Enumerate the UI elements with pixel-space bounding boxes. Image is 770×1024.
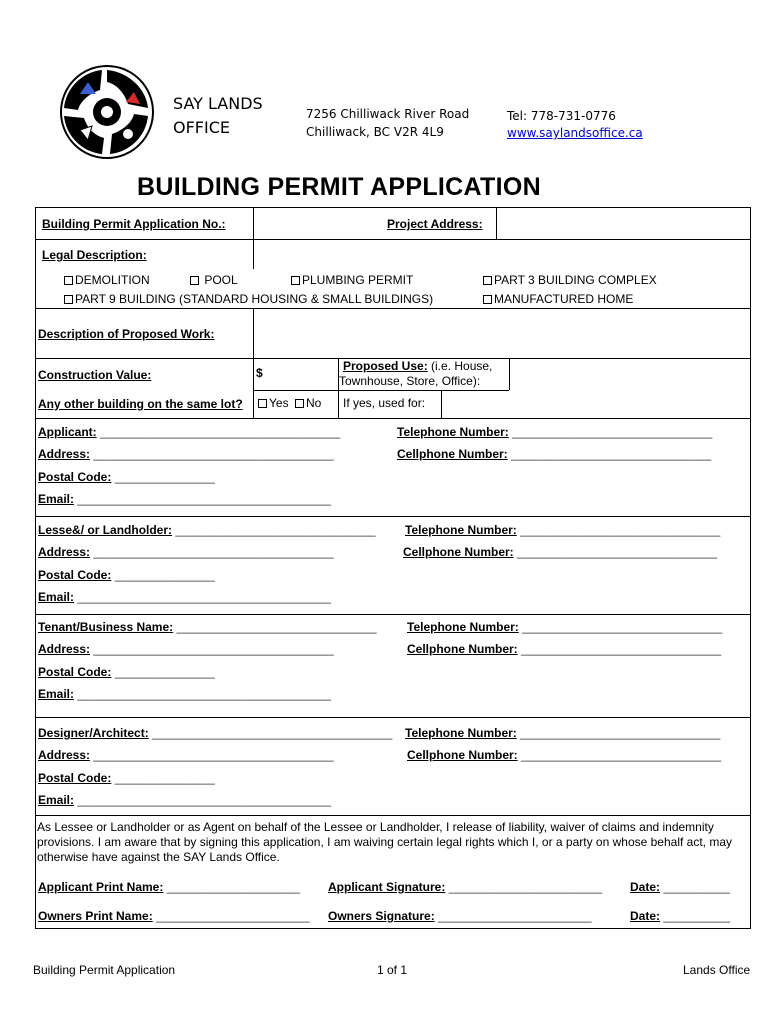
applicant-email-row[interactable] [38,492,331,506]
cellphone-blank: ______________________________ [521,642,722,656]
email-blank: ______________________________________ [77,793,331,807]
cellphone-label: Cellphone Number: [407,748,518,762]
footer-page-number: 1 of 1 [377,963,408,977]
designer-address-row[interactable] [38,748,334,762]
applicant-cellphone-row[interactable] [397,447,711,461]
designer-telephone-row[interactable] [405,726,720,740]
postal-label: Postal Code: [38,568,112,582]
applicant-postal-row[interactable] [38,470,215,484]
proposed-use-field[interactable] [510,359,750,389]
footer-left: Building Permit Application [33,963,176,977]
address-blank: ____________________________________ [93,447,334,461]
designer-cellphone-row[interactable] [407,748,721,762]
cellphone-blank: ______________________________ [517,545,718,559]
postal-label: Postal Code: [38,771,112,785]
description-field[interactable] [254,309,750,357]
lessee-row[interactable] [38,523,376,537]
applicant-print-label: Applicant Print Name: [38,880,164,894]
address-blank: ____________________________________ [93,748,334,762]
postal-label: Postal Code: [38,665,112,679]
option-label: PART 9 BUILDING (STANDARD HOUSING & SMALL BUILDINGS) [75,292,434,306]
cellphone-label: Cellphone Number: [397,447,508,461]
tenant-telephone-row[interactable] [407,620,722,634]
applicant-blank: ____________________________________ [100,425,341,439]
address-blank: ____________________________________ [93,545,334,559]
release-statement: As Lessee or Landholder or as Agent on behalf of the Lessee or Landholder, I release of liability, waiver of claims and indemnity provisions. I am aware that by signing this application, I am waiving certain legal rights which I, or a party on whose behalf act, may otherwise have against the SAY Lands Office. [37,820,733,864]
checkbox-icon [190,276,199,285]
proposed-use-hint-line2: Townhouse, Store, Office): [339,374,481,388]
telephone-label: Telephone Number: [407,620,519,634]
option-label: POOL [204,273,238,287]
applicant-label: Applicant: [38,425,97,439]
tenant-cellphone-row[interactable] [407,642,721,656]
postal-label: Postal Code: [38,470,112,484]
option-part3[interactable] [483,273,657,287]
option-label: PART 3 BUILDING COMPLEX [494,273,657,287]
owners-print-row[interactable] [38,909,310,923]
lessee-address-row[interactable] [38,545,334,559]
email-blank: ______________________________________ [77,687,331,701]
address-label: Address: [38,748,91,762]
construction-value-label: Construction Value: [38,368,152,382]
address-label: Address: [38,642,91,656]
applicant-telephone-row[interactable] [397,425,712,439]
project-address-field[interactable] [497,208,750,238]
option-label: PLUMBING PERMIT [302,273,414,287]
email-label: Email: [38,687,75,701]
postal-blank: _______________ [114,665,215,679]
if-yes-label: If yes, used for: [343,396,426,410]
org-name-line2: OFFICE [173,118,230,137]
option-label: DEMOLITION [75,273,150,287]
website-link[interactable]: www.saylandsoffice.ca [507,126,643,140]
lessee-postal-row[interactable] [38,568,215,582]
no-label: No [306,396,322,410]
lessee-blank: ______________________________ [175,523,376,537]
cellphone-label: Cellphone Number: [407,642,518,656]
postal-blank: _______________ [114,771,215,785]
option-part9[interactable] [64,292,433,306]
applicant-row[interactable] [38,425,340,439]
email-blank: ______________________________________ [77,590,331,604]
date-blank: __________ [663,880,731,894]
applicant-signature-label: Applicant Signature: [328,880,446,894]
designer-label: Designer/Architect: [38,726,149,740]
checkbox-icon [64,276,73,285]
if-yes-field[interactable] [442,391,750,417]
telephone-blank: ______________________________ [522,620,723,634]
owners-signature-label: Owners Signature: [328,909,435,923]
project-address-label: Project Address: [387,217,483,231]
legal-description-field[interactable] [254,240,750,268]
telephone-blank: ______________________________ [512,425,713,439]
applicant-signature-blank: _______________________ [448,880,603,894]
tenant-label: Tenant/Business Name: [38,620,174,634]
telephone-blank: ______________________________ [520,523,721,537]
email-blank: ______________________________________ [77,492,331,506]
description-label: Description of Proposed Work: [38,327,215,341]
owners-print-label: Owners Print Name: [38,909,153,923]
permit-number-field[interactable] [254,208,384,238]
designer-blank: ____________________________________ [152,726,393,740]
date-label: Date: [630,880,661,894]
checkbox-icon [258,399,267,408]
option-plumbing[interactable] [291,273,413,287]
construction-value-field[interactable] [266,359,336,389]
option-pool[interactable] [190,273,238,287]
telephone-blank: ______________________________ [520,726,721,740]
owners-print-blank: _______________________ [156,909,310,923]
other-building-label: Any other building on the same lot? [38,397,243,411]
lessee-telephone-row[interactable] [405,523,720,537]
lessee-cellphone-row[interactable] [403,545,717,559]
date-blank: __________ [663,909,731,923]
tenant-postal-row[interactable] [38,665,215,679]
other-building-no[interactable] [295,396,321,410]
permit-number-label: Building Permit Application No.: [42,217,226,231]
applicant-print-row[interactable] [38,880,300,894]
designer-email-row[interactable] [38,793,331,807]
designer-postal-row[interactable] [38,771,215,785]
tenant-row[interactable] [38,620,377,634]
option-demolition[interactable] [64,273,150,287]
applicant-print-blank: ____________________ [166,880,301,894]
applicant-address-row[interactable] [38,447,334,461]
address-label: Address: [38,447,91,461]
owners-date-row[interactable] [630,909,730,923]
cellphone-blank: ______________________________ [511,447,712,461]
telephone-label: Telephone Number: [405,726,517,740]
postal-blank: _______________ [114,568,215,582]
lessee-label: Lesse&/ or Landholder: [38,523,173,537]
org-name-line1: SAY LANDS [173,94,263,113]
tenant-blank: ______________________________ [176,620,377,634]
owners-signature-blank: _______________________ [438,909,592,923]
address-label: Address: [38,545,91,559]
designer-row[interactable] [38,726,392,740]
cellphone-label: Cellphone Number: [403,545,514,559]
option-label: MANUFACTURED HOME [494,292,634,306]
proposed-use-hint: (i.e. House, [427,359,493,373]
date-label: Date: [630,909,661,923]
checkbox-icon [295,399,304,408]
postal-blank: _______________ [114,470,215,484]
email-label: Email: [38,793,75,807]
applicant-date-row[interactable] [630,880,730,894]
email-label: Email: [38,492,75,506]
owners-signature-row[interactable] [328,909,592,923]
applicant-signature-row[interactable] [328,880,602,894]
telephone-label: Telephone Number: [405,523,517,537]
say-logo [58,64,156,160]
lessee-email-row[interactable] [38,590,331,604]
tenant-address-row[interactable] [38,642,334,656]
telephone: Tel: 778-731-0776 [507,109,616,123]
proposed-use [343,359,492,373]
proposed-use-label: Proposed Use: [343,359,428,373]
telephone-label: Telephone Number: [397,425,509,439]
yes-label: Yes [269,396,289,410]
checkbox-icon [64,295,73,304]
email-label: Email: [38,590,75,604]
checkbox-icon [483,276,492,285]
other-building-yes[interactable] [258,396,289,410]
checkbox-icon [291,276,300,285]
footer-right: Lands Office [683,963,751,977]
cellphone-blank: ______________________________ [521,748,722,762]
address-line2: Chilliwack, BC V2R 4L9 [306,125,444,139]
checkbox-icon [483,295,492,304]
address-blank: ____________________________________ [93,642,334,656]
page-title: BUILDING PERMIT APPLICATION [137,173,541,201]
option-manufactured[interactable] [483,292,633,306]
dollar-sign: $ [256,366,263,380]
legal-description-label: Legal Description: [42,248,147,262]
tenant-email-row[interactable] [38,687,331,701]
address-line1: 7256 Chilliwack River Road [306,107,470,121]
